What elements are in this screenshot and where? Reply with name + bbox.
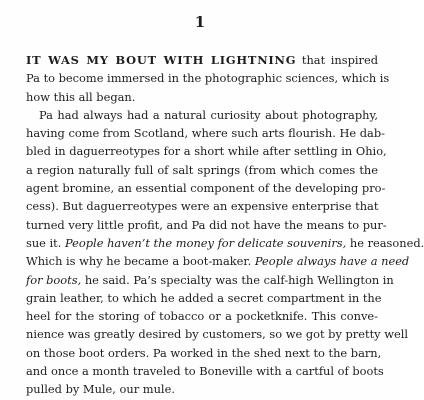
text-line-3: how this all began. [26, 89, 136, 104]
text-line-11 [26, 234, 424, 252]
text-line-1 [26, 51, 378, 69]
text-line-6: bled in daguerreotypes for a short while after settling in Ohio, [26, 144, 387, 159]
text-line-9: cess). But daguerreotypes were an expensive enterprise that [26, 199, 379, 214]
text-line-19: pulled by Mule, our mule. [26, 382, 175, 397]
text-line-12 [26, 252, 410, 270]
text-line-1-rest: that inspired [296, 53, 378, 67]
lead-in-smallcaps: IT WAS MY BOUT WITH LIGHTNING [26, 53, 297, 67]
text-line-4: Pa had always had a natural curiosity about photography, [39, 107, 378, 122]
text-line-7: a region naturally full of salt springs (from which comes the [26, 162, 378, 177]
text-line-18: and once a month traveled to Boneville with a cartful of boots [26, 364, 384, 379]
italic-phrase-boots: for boots, [26, 272, 82, 287]
text-line-13 [26, 271, 394, 289]
text-line-10: turned very little profit, and Pa did not have the means to pur- [26, 217, 387, 232]
text-line-17: on those boot orders. Pa worked in the shed next to the barn, [26, 345, 382, 360]
chapter-number: 1 [194, 13, 206, 31]
text-line-2: Pa to become immersed in the photographic sciences, which is [26, 71, 390, 86]
text-line-5: having come from Scotland, where such arts flourish. He dab- [26, 126, 385, 141]
text-line-11-a: sue it. [26, 235, 66, 250]
text-line-13-b: he said. Pa’s specialty was the calf-high Wellington in [81, 272, 394, 287]
text-line-12-a: Which is why he became a boot-maker. [26, 254, 255, 269]
text-line-15: heel for the storing of tobacco or a pocketknife. This conve- [26, 309, 378, 324]
text-line-11-b: he reasoned. [346, 235, 424, 250]
italic-phrase-souvenirs: People haven’t the money for delicate souvenirs, [65, 235, 347, 250]
text-line-14: grain leather, to which he added a secret compartment in the [26, 290, 382, 305]
text-line-16: nience was greatly desired by customers, so we got by pretty well [26, 327, 408, 342]
italic-phrase-need: People always have a need [254, 254, 410, 269]
text-line-8: agent bromine, an essential component of the developing pro- [26, 181, 386, 196]
chapter-body [26, 51, 424, 399]
